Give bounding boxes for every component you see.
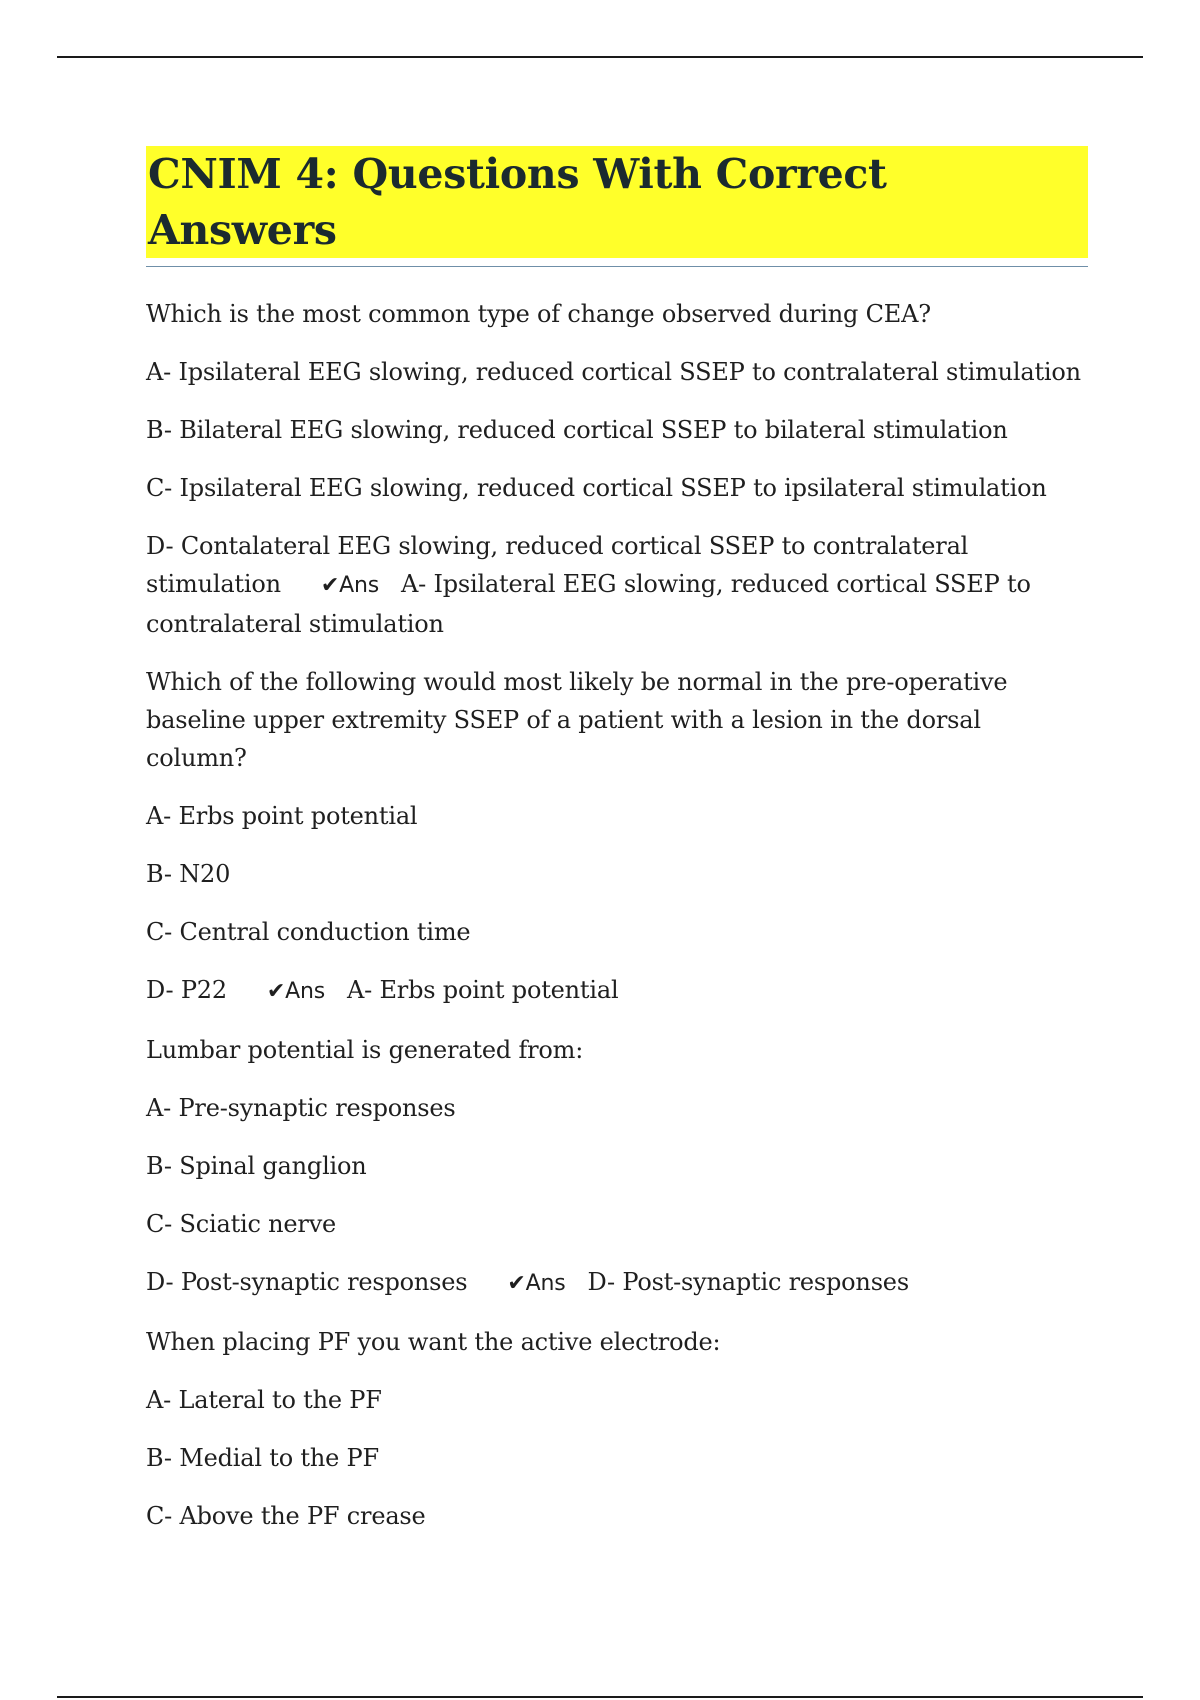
option-b: B- Medial to the PF [146, 1444, 379, 1472]
option-d-with-answer [146, 971, 1088, 1011]
option-b: B- N20 [146, 860, 231, 888]
title-block [146, 146, 1088, 267]
question-text: Lumbar potential is generated from: [146, 1036, 584, 1064]
option-a: A- Erbs point potential [146, 802, 418, 830]
question-text: When placing PF you want the active electrode: [146, 1328, 721, 1356]
option-d-with-answer [146, 527, 1088, 643]
option-b: B- Bilateral EEG slowing, reduced cortical SSEP to bilateral stimulation [146, 416, 1008, 444]
question-block-4 [146, 1323, 1088, 1535]
bottom-rule [57, 1696, 1143, 1698]
option-c: C- Ipsilateral EEG slowing, reduced cortical SSEP to ipsilateral stimulation [146, 474, 1047, 502]
option-a: A- Pre-synaptic responses [146, 1094, 456, 1122]
answer-marker: ✔Ans [507, 1271, 566, 1296]
correct-answer: A- Erbs point potential [347, 976, 619, 1004]
correct-answer: D- Post-synaptic responses [587, 1268, 909, 1296]
document-title: CNIM 4: Questions With Correct Answers [146, 146, 1088, 258]
option-a: A- Lateral to the PF [146, 1386, 382, 1414]
top-rule [57, 56, 1143, 58]
question-block-3 [146, 1031, 1088, 1303]
option-d: D- Contalateral EEG slowing, reduced cortical SSEP to contralateral stimulation [146, 532, 969, 598]
option-c: C- Central conduction time [146, 918, 471, 946]
option-c: C- Above the PF crease [146, 1502, 426, 1530]
correct-answer: A- Ipsilateral EEG slowing, reduced cortical SSEP to contralateral stimulation [146, 570, 1031, 638]
option-d-with-answer [146, 1263, 1088, 1303]
question-block-2 [146, 663, 1088, 1011]
question-text: Which of the following would most likely be normal in the pre-operative baseline upper extremity SSEP of a patient with a lesion in the dorsal column? [146, 668, 1008, 772]
answer-marker: ✔Ans [266, 979, 326, 1004]
option-d: D- Post-synaptic responses [146, 1268, 468, 1296]
option-d: D- P22 [146, 976, 227, 1004]
option-b: B- Spinal ganglion [146, 1152, 367, 1180]
answer-marker: ✔Ans [320, 573, 379, 598]
option-c: C- Sciatic nerve [146, 1210, 337, 1238]
question-text: Which is the most common type of change observed during CEA? [146, 300, 931, 328]
document-body [146, 146, 1088, 1555]
question-block-1 [146, 295, 1088, 643]
option-a: A- Ipsilateral EEG slowing, reduced cortical SSEP to contralateral stimulation [146, 358, 1081, 386]
